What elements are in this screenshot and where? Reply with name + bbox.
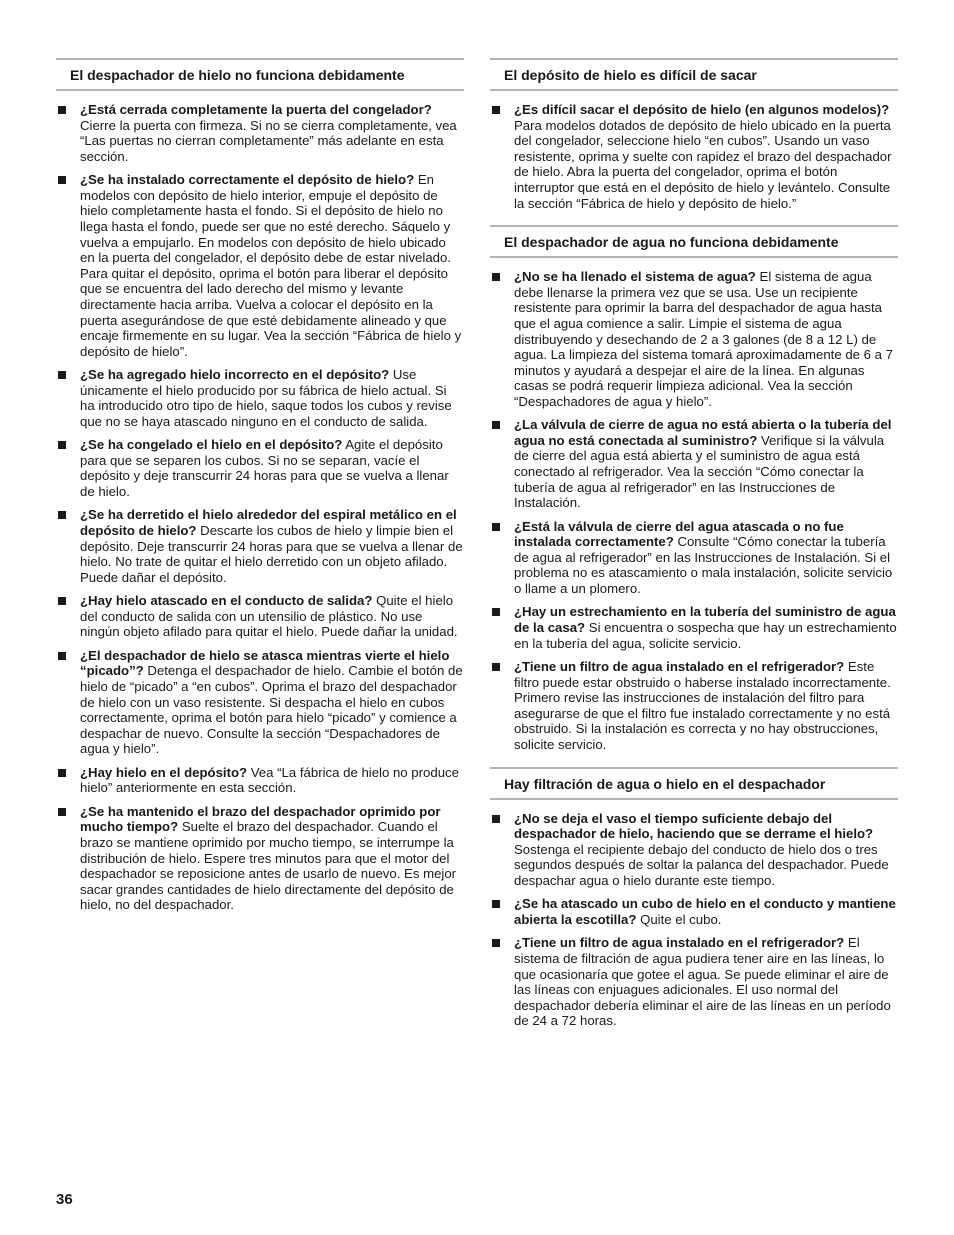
square-bullet-icon (58, 176, 66, 184)
answer-text: Este filtro puede estar obstruido o haberse instalado incorrectamente. Primero revise las instrucciones de instalación del filtro para asegurarse de que el filtro fue instalado correctamente y no está obstruido. Si la instalación es correcta y no hay obstrucciones, solicite servicio. (514, 659, 891, 752)
question-text: ¿No se deja el vaso el tiempo suficiente debajo del despachador de hielo, haciendo que se derrame el hielo? (514, 810, 874, 842)
answer-text: Consulte “Cómo conectar la tubería de agua al refrigerador” en las Instrucciones de Instalación. Si el problema no es atascamiento o mala instalación, solicite servicio o llame a un plomero. (514, 534, 893, 597)
question-text: ¿Hay hielo en el depósito? (80, 764, 248, 780)
question-text: ¿Se ha congelado el hielo en el depósito? (80, 437, 343, 453)
question-text: ¿El despachador de hielo se atasca mientras vierte el hielo “picado”? (80, 647, 450, 679)
square-bullet-icon (492, 815, 500, 823)
section-heading: El depósito de hielo es difícil de sacar (490, 58, 898, 91)
question-text: ¿No se ha llenado el sistema de agua? (514, 269, 756, 285)
question-text: ¿Está cerrada completamente la puerta del congelador? (80, 102, 432, 117)
list-item (56, 648, 464, 757)
square-bullet-icon (492, 421, 500, 429)
list-item (56, 367, 464, 429)
question-text: ¿Hay hielo atascado en el conducto de salida? (80, 593, 373, 609)
question-text: ¿Se ha agregado hielo incorrecto en el depósito? (80, 367, 390, 383)
square-bullet-icon (58, 597, 66, 605)
question-text: ¿Es difícil sacar el depósito de hielo (en algunos modelos)? (514, 102, 890, 117)
question-text: ¿La válvula de cierre de agua no está abierta o la tubería del agua no está conectada al suministro? (514, 417, 892, 448)
list-item (490, 935, 898, 1029)
list-item (490, 519, 898, 597)
question-text: ¿Se ha instalado correctamente el depósito de hielo? (80, 172, 415, 188)
list-item (490, 659, 898, 753)
square-bullet-icon (58, 511, 66, 519)
answer-text: Sostenga el recipiente debajo del conducto de hielo dos o tres segundos después de soltar la palanca del despachador. Puede despachar agua o hielo durante este tiempo. (514, 841, 889, 888)
square-bullet-icon (58, 808, 66, 816)
list-item (56, 172, 464, 359)
answer-text: Quite el hielo del conducto de salida con un utensilio de plástico. No use ningún objeto afilado para quitar el hielo. Puede dañar la unidad. (80, 593, 458, 640)
left-column (56, 58, 464, 927)
list-item (490, 269, 898, 409)
section-heading: Hay filtración de agua o hielo en el despachador (490, 767, 898, 800)
answer-text: En modelos con depósito de hielo interior, empuje el depósito de hielo completamente hasta el fondo. Si el depósito de hielo no llega hasta el fondo, puede ser que no esté derecho. Sáquelo y vuelva a empujarlo. En modelos con depósito de hielo ubicado en la puerta del congelador, el depósito debe de estar nivelado. Para quitar el depósito, oprima el botón para liberar el depósito que se encuentra del lado derecho del mismo y levante directamente hacia arriba. Vuelva a colocar el depósito en la puerta asegurándose de que esté debidamente alineado y que encaje firmemente en su lugar. Vea la sección “Fábrica de hielo y depósito de hielo”. (80, 172, 462, 359)
square-bullet-icon (492, 523, 500, 531)
page-number: 36 (56, 1191, 73, 1208)
square-bullet-icon (58, 106, 66, 114)
answer-text: Si encuentra o sospecha que hay un estrechamiento en la tubería del agua, solicite servicio. (514, 620, 897, 651)
answer-text: El sistema de agua debe llenarse la primera vez que se usa. Use un recipiente resistente para oprimir la barra del despachador de agua hasta que el agua comience a salir. Limpie el sistema de agua distribuyendo y desechando de 2 a 3 galones (de 8 a 12 L) de agua. La limpieza del sistema tomará aproximadamente de 6 a 7 minutos y ayudará a despejar el aire de la línea. En algunas casas se podrá requerir limpieza adicional. Vea la sección “Despachadores de agua y hielo”. (514, 269, 893, 409)
square-bullet-icon (58, 769, 66, 777)
list-item (56, 102, 464, 164)
question-text: ¿Hay un estrechamiento en la tubería del suministro de agua de la casa? (514, 604, 896, 636)
section-ice-dispenser (56, 58, 464, 913)
answer-text: Para modelos dotados de depósito de hielo ubicado en la puerta del congelador, seleccione hielo “en cubos”. Usando un vaso resistente, oprima y suelte con rapidez el brazo del despachador de hielo. Abra la puerta del congelador, oprima el botón interruptor que está en el depósito de hielo y levántelo. Consulte la sección “Fábrica de hielo y depósito de hielo.” (514, 117, 892, 211)
square-bullet-icon (492, 900, 500, 908)
answer-text: Agite el depósito para que se separen los cubos. Si no se separan, vacíe el depósito y deje transcurrir 24 horas para que se vuelva a llenar de hielo. (80, 437, 449, 500)
square-bullet-icon (58, 652, 66, 660)
answer-text: Cierre la puerta con firmeza. Si no se cierra completamente, vea “Las puertas no cierran completamente” más adelante en esta sección. (80, 117, 457, 164)
list-item (56, 804, 464, 913)
list-item (490, 417, 898, 511)
list-item (490, 896, 898, 927)
answer-text: Use únicamente el hielo producido por su fábrica de hielo actual. Si ha introducido otro tipo de hielo, saque todos los cubos y revise que no se haya atascado ninguno en el conducto de salida. (80, 367, 452, 429)
answer-text: Detenga el despachador de hielo. Cambie el botón de hielo de “picado” a “en cubos”. Oprima el brazo del despachador de hielo con un vaso resistente. Si despacha el hielo en cubos correctamente, oprima el botón para hielo “picado” y comience a despachar de nuevo. Consulte la sección “Despachadores de agua y hielo”. (80, 663, 463, 757)
square-bullet-icon (58, 371, 66, 379)
answer-text: El sistema de filtración de agua pudiera tener aire en las líneas, lo que ocasionaría que gotee el agua. Se puede eliminar el aire de las líneas con enjuagues adicionales. El uso normal del despachador debería eliminar el aire de las líneas en un período de 24 a 72 horas. (514, 935, 891, 1029)
square-bullet-icon (492, 939, 500, 947)
square-bullet-icon (58, 441, 66, 449)
square-bullet-icon (492, 106, 500, 114)
list-item (56, 437, 464, 499)
answer-text: Quite el cubo. (636, 911, 722, 927)
right-column (490, 58, 898, 1043)
question-text: ¿Se ha derretido el hielo alrededor del espiral metálico en el depósito de hielo? (80, 507, 457, 539)
answer-text: Suelte el brazo del despachador. Cuando el brazo se mantiene oprimido por mucho tiempo, se interrumpe la distribución de hielo. Espere tres minutos para que el motor del despachador se reposicione antes de usarlo de nuevo. Es mejor sacar grandes cantidades de hielo directamente del depósito de hielo, no del despachador. (80, 819, 457, 913)
section-heading: El despachador de hielo no funciona debidamente (56, 58, 464, 91)
list-item (56, 593, 464, 640)
question-text: ¿Se ha atascado un cubo de hielo en el conducto y mantiene abierta la escotilla? (514, 896, 896, 927)
list-item (490, 102, 898, 211)
list-item (490, 811, 898, 889)
list-item (56, 765, 464, 796)
section-water-dispenser (490, 225, 898, 752)
answer-text: Verifique si la válvula de cierre del agua está abierta y el suministro de agua está conectado al refrigerador. Vea la sección “Cómo conectar la tubería de agua al refrigerador” en las Instrucciones de Instalación. (514, 432, 885, 511)
question-text: ¿Tiene un filtro de agua instalado en el refrigerador? (514, 935, 845, 951)
section-leaks (490, 767, 898, 1029)
answer-text: Descarte los cubos de hielo y limpie bien el depósito. Deje transcurrir 24 horas para que se vuelva a llenar de hielo. No trate de quitar el hielo derretido con un objeto afilado. Puede dañar el depósito. (80, 523, 463, 585)
question-text: ¿Está la válvula de cierre del agua atascada o no fue instalada correctamente? (514, 518, 844, 550)
square-bullet-icon (492, 608, 500, 616)
square-bullet-icon (492, 663, 500, 671)
square-bullet-icon (492, 273, 500, 281)
section-heading: El despachador de agua no funciona debidamente (490, 225, 898, 258)
question-text: ¿Se ha mantenido el brazo del despachador oprimido por mucho tiempo? (80, 803, 441, 835)
question-text: ¿Tiene un filtro de agua instalado en el refrigerador? (514, 659, 845, 674)
list-item (490, 604, 898, 651)
list-item (56, 507, 464, 585)
section-ice-bin (490, 58, 898, 211)
answer-text: Vea “La fábrica de hielo no produce hielo” anteriormente en esta sección. (80, 764, 459, 796)
